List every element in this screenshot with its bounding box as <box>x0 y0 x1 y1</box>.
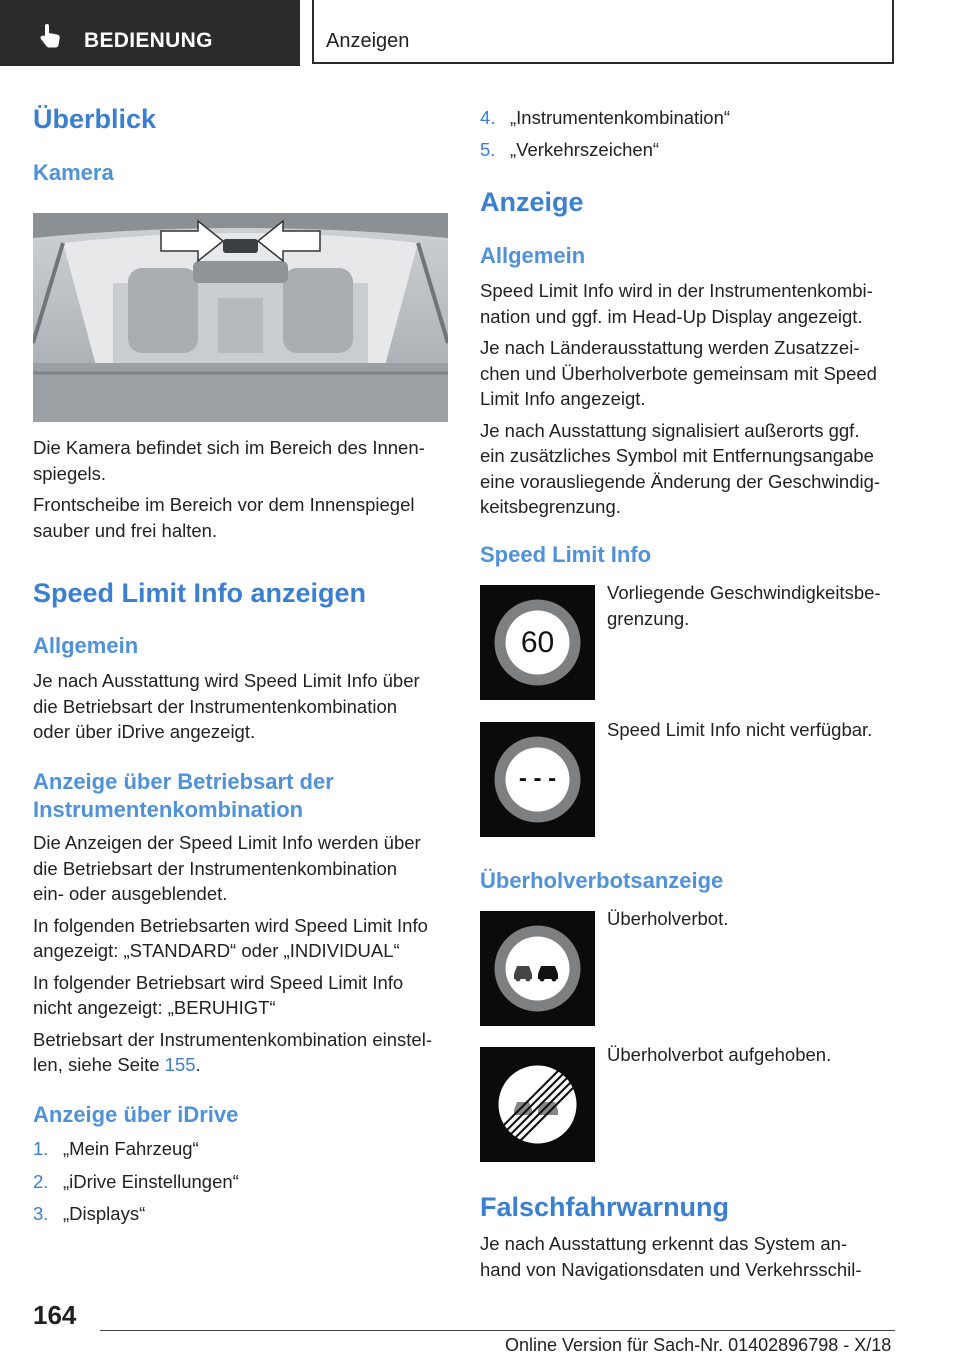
footer-divider <box>100 1330 895 1331</box>
heading-wrong-way-warning: Falschfahrwarnung <box>480 1192 730 1222</box>
text-line: Limit Info angezeigt. <box>480 388 646 409</box>
text-line: hand von Navigationsdaten und Verkehrsschil- <box>480 1258 862 1280</box>
text-line: Speed Limit Info wird in der Instrumentenkombi- <box>480 280 873 301</box>
camera-paragraph-2 <box>33 492 415 543</box>
camera-interior-photo <box>33 213 448 422</box>
text-line: nicht angezeigt: „BERUHIGT“ <box>33 997 276 1018</box>
text-line: ein zusätzliches Symbol mit Entfernungsangabe <box>480 445 874 466</box>
text-line: Je nach Ausstattung erkennt das System an- <box>480 1233 848 1254</box>
list-number: 5. <box>480 139 496 160</box>
text-span: . <box>195 1054 201 1075</box>
text-line: Die Kamera befindet sich im Bereich des Innen- <box>33 437 425 458</box>
end-no-overtaking-sign-icon <box>480 1047 595 1162</box>
heading-camera: Kamera <box>33 160 114 185</box>
no-overtaking-description: Überholverbot. <box>607 908 729 929</box>
text-line: die Betriebsart der Instrumentenkombination <box>33 857 398 879</box>
heading-overview: Überblick <box>33 104 157 134</box>
text-line: Je nach Ausstattung wird Speed Limit Info über <box>33 670 420 691</box>
sign-speed-description <box>607 580 881 631</box>
text-line: Je nach Länderausstattung werden Zusatzzei- <box>480 337 860 358</box>
page-header <box>0 0 960 66</box>
text-line: eine vorausliegende Änderung der Geschwindig- <box>480 470 881 492</box>
list-text: „Displays“ <box>63 1203 146 1224</box>
no-overtaking-sign-icon <box>480 911 595 1026</box>
speed-limit-unavailable-sign-icon <box>480 722 595 837</box>
text-span: len, siehe Seite <box>33 1054 165 1075</box>
page-title: Anzeigen <box>326 30 410 52</box>
text-line: nation und ggf. im Head-Up Display angezeigt. <box>480 305 863 327</box>
heading-general-left: Allgemein <box>33 633 139 658</box>
list-text: „Mein Fahrzeug“ <box>63 1138 199 1159</box>
text-line: die Betriebsart der Instrumentenkombination <box>33 695 398 717</box>
wrong-way-paragraph <box>480 1231 862 1282</box>
text-line: oder über iDrive angezeigt. <box>33 721 256 742</box>
page-number: 164 <box>33 1300 77 1330</box>
heading-speed-limit-info: Speed Limit Info anzeigen <box>33 578 367 608</box>
text-line: Frontscheibe im Bereich vor dem Innenspiegel <box>33 494 415 515</box>
list-number: 3. <box>33 1203 49 1224</box>
heading-line: Instrumentenkombination <box>33 797 304 822</box>
text-line: angezeigt: „STANDARD“ oder „INDIVIDUAL“ <box>33 940 400 961</box>
text-line: In folgenden Betriebsarten wird Speed Limit Info <box>33 914 428 936</box>
text-line: chen und Überholverbote gemeinsam mit Speed <box>480 362 877 384</box>
general-paragraph-left <box>33 668 420 745</box>
sign-unavailable-description: Speed Limit Info nicht verfügbar. <box>607 719 873 740</box>
text-line: Vorliegende Geschwindigkeitsbe- <box>607 582 881 603</box>
section-tab <box>0 0 300 66</box>
unavailable-value: - - - <box>518 765 557 792</box>
list-text: „iDrive Einstellungen“ <box>63 1171 239 1192</box>
display-mode-paragraphs <box>33 830 432 1078</box>
heading-display-mode <box>33 768 334 824</box>
list-text: „Verkehrszeichen“ <box>510 139 660 160</box>
camera-paragraph-1 <box>33 435 425 486</box>
speed-value: 60 <box>520 626 555 659</box>
footer-version-text: Online Version für Sach-Nr. 01402896798 - X/18 <box>505 1335 892 1355</box>
text-line: spiegels. <box>33 462 107 484</box>
text-line: Je nach Ausstattung signalisiert außerorts ggf. <box>480 419 860 441</box>
heading-line: Anzeige über Betriebsart der <box>33 769 334 794</box>
list-number: 2. <box>33 1171 49 1192</box>
speed-limit-60-sign-icon <box>480 585 595 700</box>
section-label: BEDIENUNG <box>84 29 213 52</box>
heading-display: Anzeige <box>480 187 584 217</box>
text-line: keitsbegrenzung. <box>480 496 621 517</box>
page-reference-link[interactable]: 155 <box>164 1054 196 1075</box>
list-item <box>480 139 659 161</box>
text-line: sauber und frei halten. <box>33 519 218 541</box>
text-line: Die Anzeigen der Speed Limit Info werden über <box>33 832 421 853</box>
text-line: In folgender Betriebsart wird Speed Limit Info <box>33 971 404 993</box>
text-line: grenzung. <box>607 607 690 629</box>
text-line <box>33 1052 432 1078</box>
heading-speed-limit-info-right: Speed Limit Info <box>480 542 652 567</box>
list-number: 1. <box>33 1138 49 1159</box>
text-line: Betriebsart der Instrumentenkombination einstel- <box>33 1028 432 1050</box>
list-item <box>480 107 730 129</box>
heading-general-right: Allgemein <box>480 243 586 268</box>
hand-pointer-icon <box>36 22 64 50</box>
general-paragraph-right <box>480 278 880 520</box>
list-item <box>33 1138 199 1160</box>
list-item <box>33 1203 145 1225</box>
end-no-overtaking-description: Überholverbot aufgehoben. <box>607 1044 832 1065</box>
heading-idrive: Anzeige über iDrive <box>33 1102 239 1127</box>
heading-overtaking: Überholverbotsanzeige <box>480 868 724 893</box>
text-line: ein- oder ausgeblendet. <box>33 883 228 904</box>
list-number: 4. <box>480 107 496 128</box>
list-item <box>33 1171 239 1193</box>
list-text: „Instrumentenkombination“ <box>510 107 731 128</box>
